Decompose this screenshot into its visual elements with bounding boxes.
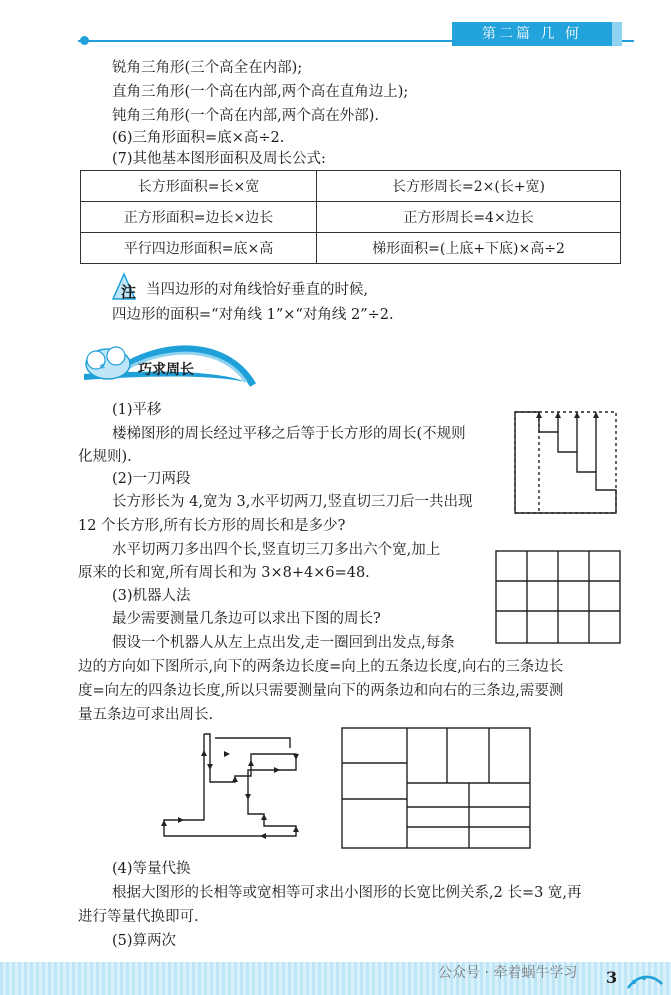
method-3-line-1: 最少需要测量几条边可以求出下图的周长? xyxy=(112,611,381,627)
table-row xyxy=(81,202,621,233)
header-dot xyxy=(80,36,89,45)
table-cell: 长方形面积=长×宽 xyxy=(81,171,317,202)
method-3-title: (3)机器人法 xyxy=(112,588,191,604)
table-row xyxy=(81,171,621,202)
page-number: 3 xyxy=(606,968,618,987)
table-cell: 正方形周长=4×边长 xyxy=(317,202,621,233)
table-row xyxy=(81,233,621,264)
table-cell: 梯形面积=(上底+下底)×高÷2 xyxy=(317,233,621,264)
method-4-line-2: 进行等量代换即可. xyxy=(78,909,199,925)
equal-substitution-figure xyxy=(341,727,531,849)
item-6-text: (6)三角形面积=底×高÷2. xyxy=(112,130,285,146)
svg-text:✶: ✶ xyxy=(98,362,107,373)
obtuse-triangle-text: 钝角三角形(一个高在内部,两个高在外部). xyxy=(112,108,380,124)
method-3-line-3: 边的方向如下图所示,向下的两条边长度=向上的五条边长度,向右的三条边长 xyxy=(78,659,564,675)
formula-table xyxy=(80,170,621,264)
table-cell: 平行四边形面积=底×高 xyxy=(81,233,317,264)
method-2-line-1: 长方形长为 4,宽为 3,水平切两刀,竖直切三刀后一共出现 xyxy=(112,494,473,510)
method-2-line-4: 原来的长和宽,所有周长和为 3×8+4×6=48. xyxy=(78,565,370,581)
note-line-1: 当四边形的对角线恰好垂直的时候, xyxy=(146,282,369,298)
section-header-title: 第二篇 几 何 xyxy=(452,22,612,46)
method-3-line-5: 量五条边可求出周长. xyxy=(78,707,214,723)
note-icon-label: 注 xyxy=(121,283,137,301)
method-3-line-4: 度=向左的四条边长度,所以只需要测量向下的两条边和向右的三条边,需要测 xyxy=(78,683,564,699)
section-title: 巧求周长 xyxy=(138,362,194,378)
header-tab-edge xyxy=(612,22,622,46)
staircase-figure xyxy=(514,410,618,514)
method-1-line-2: 化规则). xyxy=(78,449,132,465)
right-triangle-text: 直角三角形(一个高在内部,两个高在直角边上); xyxy=(112,84,409,100)
item-7-text: (7)其他基本图形面积及周长公式: xyxy=(112,151,326,167)
note-warning-icon xyxy=(112,272,146,302)
note-line-2: 四边形的面积=“对角线 1”×“对角线 2”÷2. xyxy=(112,307,394,323)
method-1-title: (1)平移 xyxy=(112,402,162,418)
method-5-title: (5)算两次 xyxy=(112,933,177,949)
watermark-text: 公众号 · 牵着蜗牛学习 xyxy=(438,965,578,981)
method-3-line-2: 假设一个机器人从左上点出发,走一圈回到出发点,每条 xyxy=(112,635,455,651)
cut-rectangle-figure xyxy=(495,550,621,644)
method-2-line-3: 水平切两刀多出四个长,竖直切三刀多出六个宽,加上 xyxy=(112,542,441,558)
method-4-line-1: 根据大图形的长相等或宽相等可求出小图形的长宽比例关系,2 长=3 宽,再 xyxy=(112,885,582,901)
method-4-title: (4)等量代换 xyxy=(112,861,191,877)
method-1-line-1: 楼梯图形的周长经过平移之后等于长方形的周长(不规则 xyxy=(112,426,466,442)
table-cell: 长方形周长=2×(长+宽) xyxy=(317,171,621,202)
acute-triangle-text: 锐角三角形(三个高全在内部); xyxy=(112,60,303,76)
method-2-line-2: 12 个长方形,所有长方形的周长和是多少? xyxy=(78,518,346,534)
robot-path-figure xyxy=(160,730,300,842)
footer-swirl-icon xyxy=(626,970,666,992)
table-cell: 正方形面积=边长×边长 xyxy=(81,202,317,233)
method-2-title: (2)一刀两段 xyxy=(112,471,191,487)
